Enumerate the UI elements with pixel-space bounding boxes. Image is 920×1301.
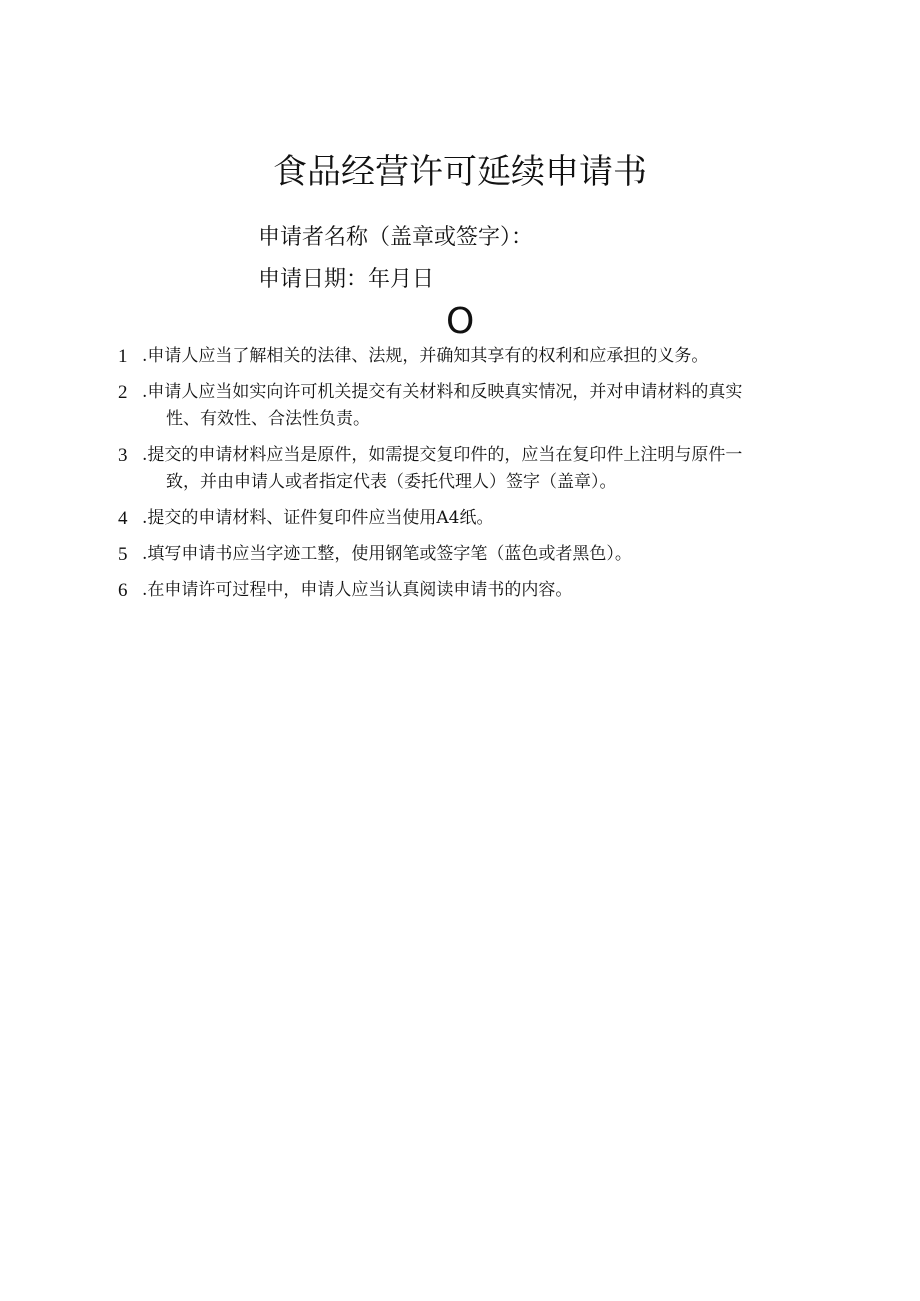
note-line: .填写申请书应当字迹工整，使用钢笔或签字笔（蓝色或者黑色）。 [142,544,632,564]
note-number: 4 [118,508,128,529]
note-item [118,505,808,532]
note-item [118,541,808,568]
note-line: .申请人应当如实向许可机关提交有关材料和反映真实情况，并对申请材料的真实 [142,382,743,402]
note-text [142,505,808,532]
note-text [142,442,808,496]
note-line: 致，并由申请人或者指定代表（委托代理人）签字（盖章）。 [166,472,617,492]
notes-list [118,343,808,613]
note-text [142,343,808,370]
note-line: .提交的申请材料、证件复印件应当使用A4纸。 [142,508,494,528]
note-line: .申请人应当了解相关的法律、法规，并确知其享有的权利和应承担的义务。 [142,346,709,366]
section-mark: O [446,301,475,342]
note-number: 1 [118,346,128,367]
application-date-label: 申请日期：年月日 [258,267,435,292]
note-text [142,577,808,604]
note-text [142,379,808,433]
note-line: .提交的申请材料应当是原件，如需提交复印件的，应当在复印件上注明与原件一 [142,445,743,465]
note-text [142,541,808,568]
note-line: .在申请许可过程中，申请人应当认真阅读申请书的内容。 [142,580,573,600]
note-number: 6 [118,580,128,601]
document-title: 食品经营许可延续申请书 [273,152,647,192]
note-item [118,577,808,604]
applicant-name-label: 申请者名称（盖章或签字）： [258,225,534,250]
note-number: 2 [118,382,128,403]
note-number: 5 [118,544,128,565]
note-item [118,343,808,370]
note-line: 性、有效性、合法性负责。 [166,409,370,429]
note-item [118,442,808,496]
note-item [118,379,808,433]
note-number: 3 [118,445,128,466]
